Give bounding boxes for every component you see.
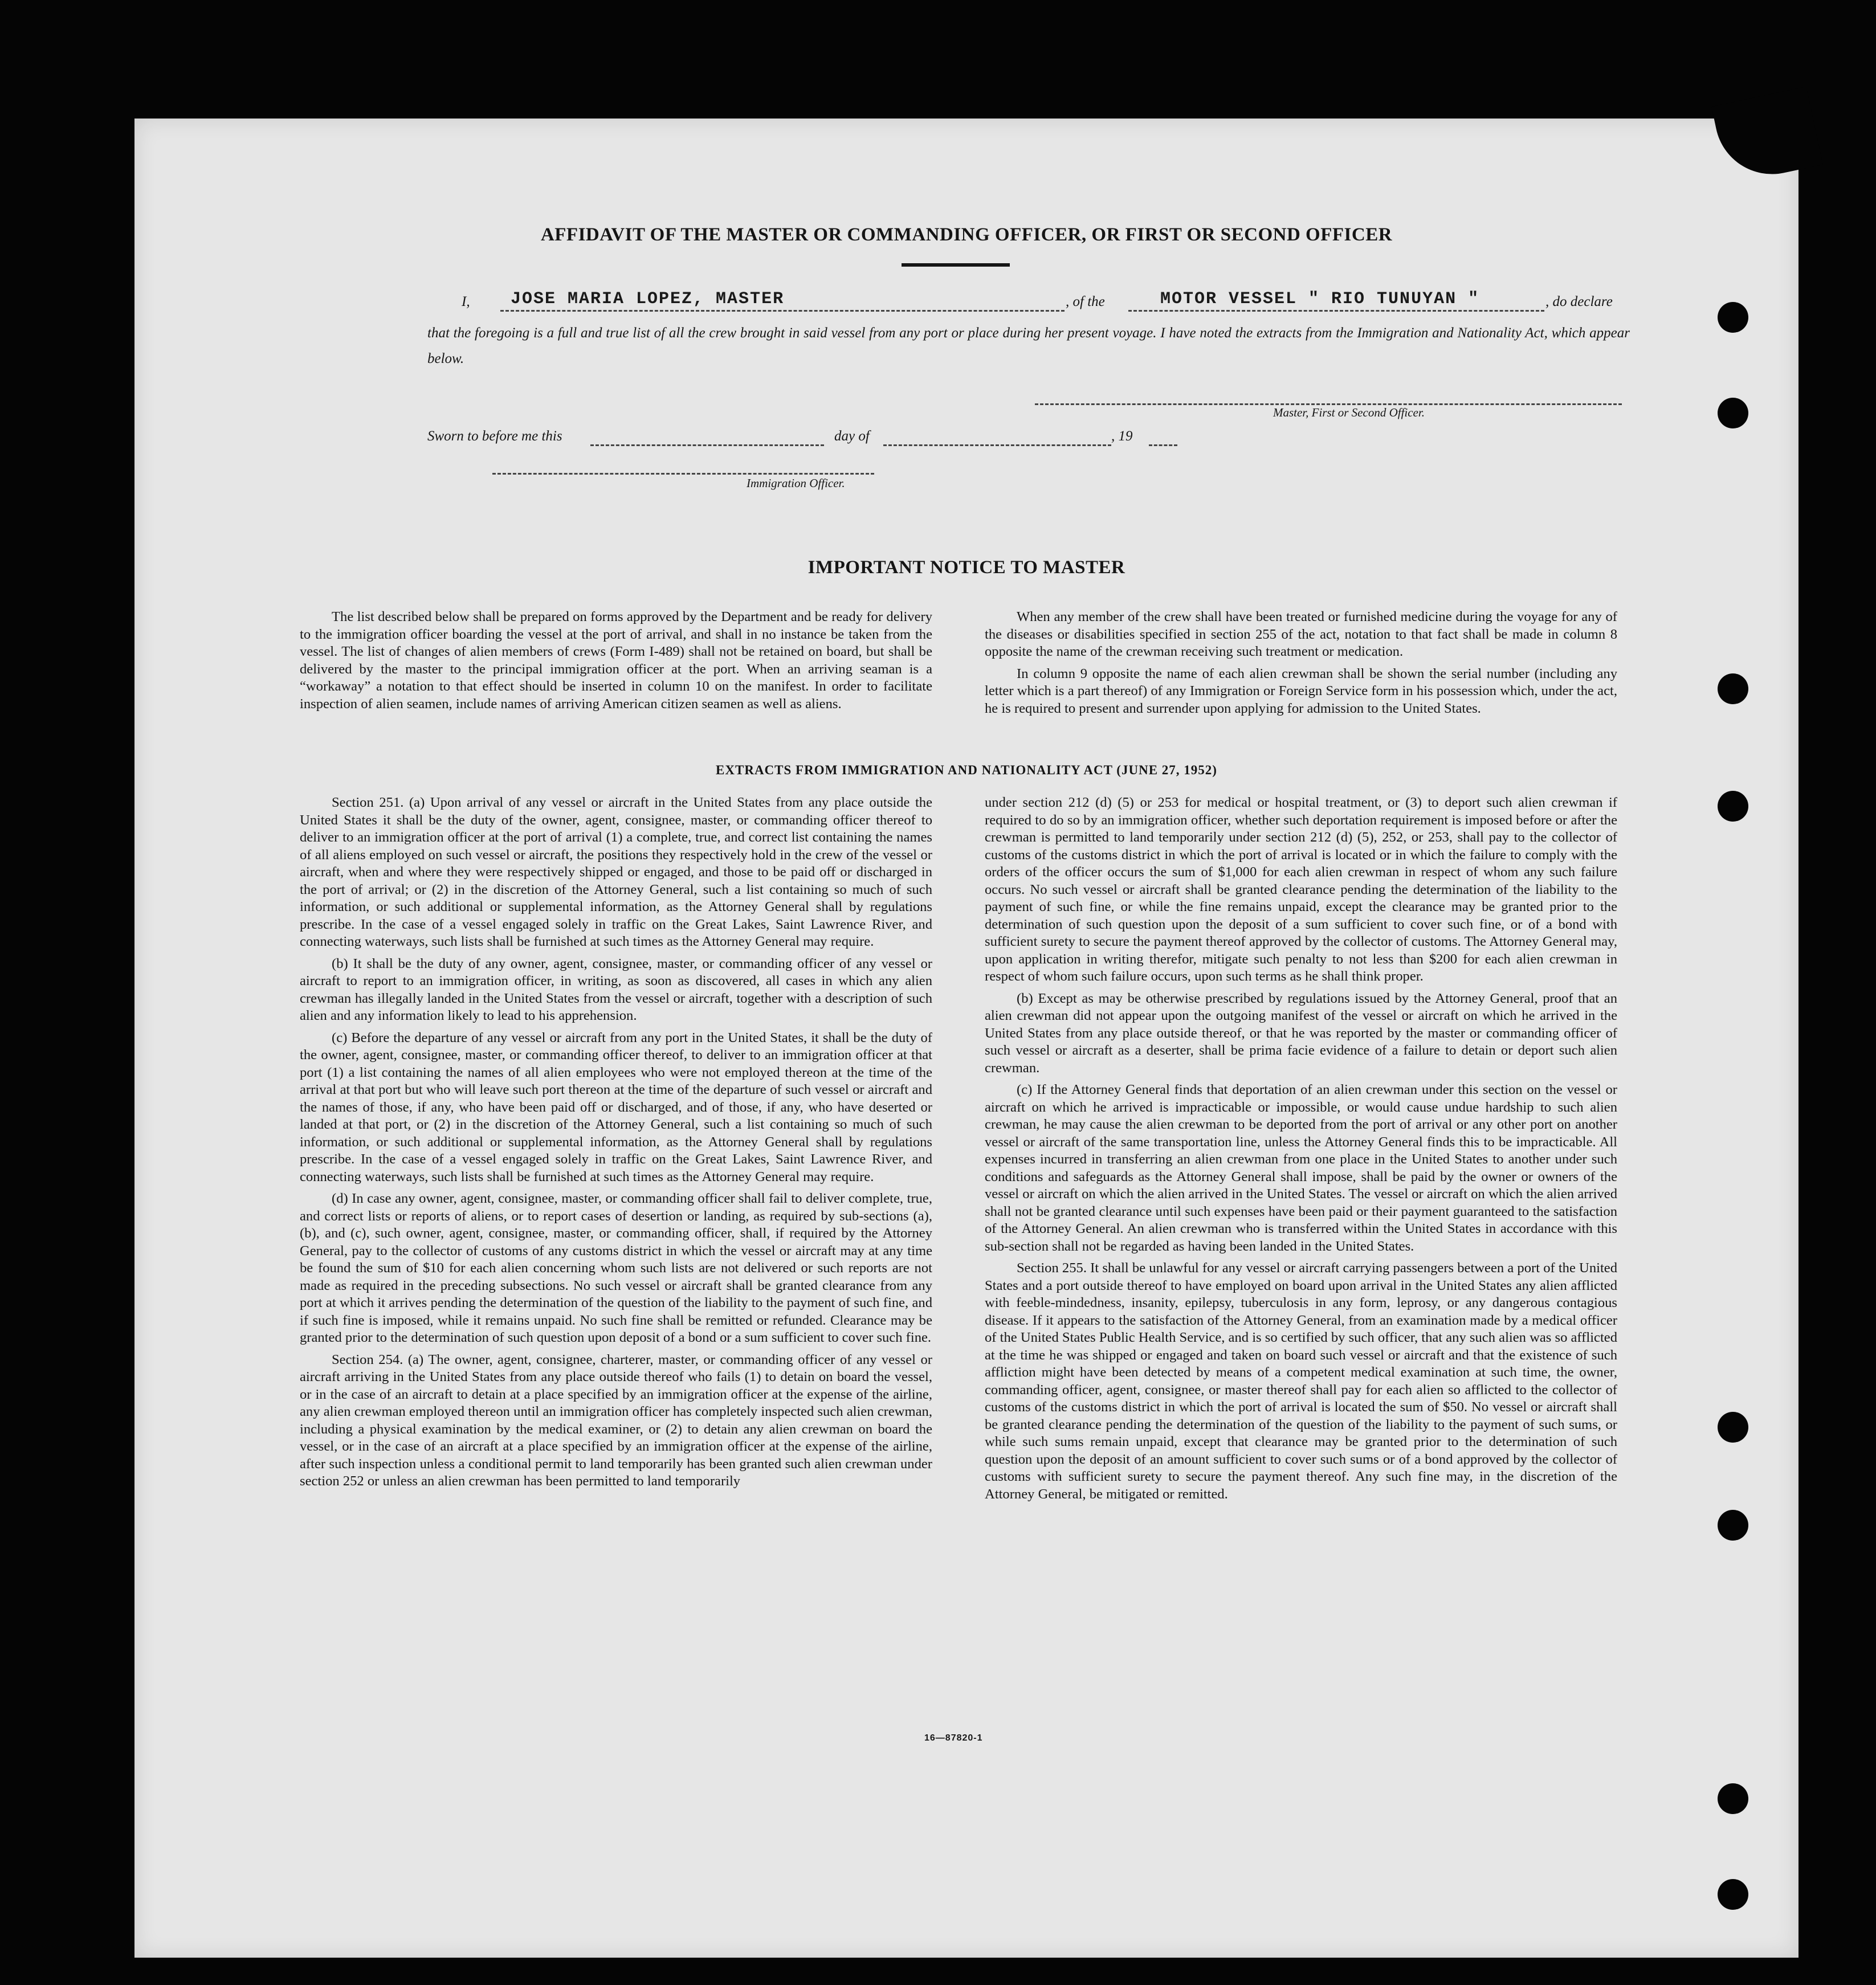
binder-hole: [1718, 1879, 1748, 1910]
notice-right-column: [985, 608, 1617, 722]
officer-signature-line: [492, 473, 874, 475]
binder-hole: [1718, 302, 1748, 333]
binder-hole: [1718, 673, 1748, 704]
title-rule: [902, 263, 1010, 267]
notice-right-paragraph-1: When any member of the crew shall have been treated or furnished medicine during the voyage for any of the diseases or disabilities specified in section 255 of the act, notation to that fact shall be made in column 8 opposite the name of the crewman receiving such treatment or medication.: [985, 609, 1617, 659]
sworn-month-line: [883, 444, 1111, 446]
declaration-text: that the foregoing is a full and true list of all the crew brought in said vessel from any port or place during her present voyage. I have noted the extracts from the Immigration and Nationality Act, which appear below.: [427, 325, 1630, 366]
extract-paragraph: (b) Except as may be otherwise prescribed by regulations issued by the Attorney General, proof that an alien crewman did not appear upon the outgoing manifest of the vessel or aircraft on which he arrived in the United States from any place outside thereof, or that he was reported by the master or commanding officer of such vessel or aircraft as a deserter, shall be prima facie evidence of a failure to detain or deport such alien crewman.: [985, 990, 1617, 1076]
binder-hole: [1718, 1510, 1748, 1541]
master-caption: Master, First or Second Officer.: [1273, 406, 1425, 419]
binder-hole: [1718, 791, 1748, 822]
declarant-prefix: I,: [462, 294, 470, 309]
extract-paragraph: (c) Before the departure of any vessel or aircraft from any port in the United States, it shall be the duty of the owner, agent, consignee, master, or commanding officer thereof, to deliver to an immigration officer at that port (1) a list containing the names of all alien employees who were not employed thereon at the time of the arrival at that port but who will leave such port thereon at the time of the departure of such vessel or aircraft and the names of those, if any, who have been paid off or discharged, and of those, if any, who have deserted or landed at that port, or (2) in the discretion of the Attorney General, such a list containing so much of such information, or such additional or supplemental information, as the Attorney General shall by regulations prescribe. In the case of a vessel engaged solely in traffic on the Great Lakes, Saint Lawrence River, and connecting waterways, such lists shall be furnished at such times as the Attorney General may require.: [300, 1030, 932, 1185]
document-page: [134, 119, 1798, 1958]
sworn-day-line: [590, 444, 824, 446]
vessel-name: MOTOR VESSEL " RIO TUNUYAN ": [1160, 289, 1480, 309]
notice-title: IMPORTANT NOTICE TO MASTER: [808, 557, 1125, 578]
day-of-label: day of: [834, 428, 870, 444]
extracts-title: EXTRACTS FROM IMMIGRATION AND NATIONALITY ACT (JUNE 27, 1952): [716, 763, 1217, 777]
master-signature-line: [1035, 403, 1622, 405]
notice-right-paragraph-2: In column 9 opposite the name of each alien crewman shall be shown the serial number (including any letter which is a part thereof) of any Immigration or Foreign Service form in his possession which, under the act, he is required to present and surrender upon applying for admission to the United States.: [985, 665, 1617, 716]
affidavit-title: AFFIDAVIT OF THE MASTER OR COMMANDING OFFICER, OR FIRST OR SECOND OFFICER: [540, 224, 1393, 245]
officer-caption: Immigration Officer.: [747, 476, 845, 490]
do-declare-label: , do declare: [1545, 294, 1613, 309]
year-label: , 19: [1111, 428, 1133, 444]
extract-paragraph: Section 251. (a) Upon arrival of any vessel or aircraft in the United States from any place outside the United States it shall be the duty of the owner, agent, consignee, master, or commanding officer thereof to deliver to an immigration officer at the port of arrival (1) a complete, true, and correct list containing the names of all aliens employed on such vessel or aircraft, the positions they respectively hold in the crew of the vessel or aircraft, when and where they were respectively shipped or engaged, and those to be paid off or discharged in the port of arrival; or (2) in the discretion of the Attorney General, such a list containing so much of such information, or such additional or supplemental information, as the Attorney General shall by regulations prescribe. In the case of a vessel engaged solely in traffic on the Great Lakes, Saint Lawrence River, and connecting waterways, such lists shall be furnished at such times as the Attorney General may require.: [300, 795, 932, 949]
torn-corner: [1711, 87, 1822, 185]
extract-paragraph: Section 255. It shall be unlawful for any vessel or aircraft carrying passengers between a port of the United States and a port outside thereof to have employed on board upon arrival in the United States any alien afflicted with feeble-mindedness, insanity, epilepsy, tuberculosis in any form, leprosy, or any dangerous contagious disease. If it appears to the satisfaction of the Attorney General, from an examination made by a medical officer of the United States Public Health Service, and is so certified by such officer, that any such alien was so afflicted at the time he was shipped or engaged and taken on board such vessel or aircraft and that the existence of such affliction might have been detected by means of a competent medical examination at such time, the owner, commanding officer, agent, consignee, or master thereof shall pay for each alien so afflicted to the collector of customs of the customs district in which the port of arrival is located the sum of $50. No vessel or aircraft shall be granted clearance pending the determination of the question of the liability to the payment of such sums, or while such sums remain unpaid, except that clearance may be granted prior to the determination of such question upon the deposit of an amount sufficient to cover such sums or of a bond approved by the collector of customs with sufficient surety to secure the payment thereof. Any such fine may, in the discretion of the Attorney General, be mitigated or remitted.: [985, 1260, 1617, 1502]
form-code: 16—87820-1: [924, 1733, 983, 1743]
extracts-left-column: [300, 794, 932, 1495]
binder-hole: [1718, 1412, 1748, 1443]
notice-left-column: [300, 608, 932, 717]
notice-left-paragraph: The list described below shall be prepared on forms approved by the Department and be ready for delivery to the immigration officer boarding the vessel at the port of arrival, and shall in no instance be taken from the vessel. The list of changes of alien members of crews (Form I-489) shall not be retained on board, but shall be delivered by the master to the principal immigration officer at the port. When an arriving seaman is a “workaway” a notation to that effect should be inserted in column 10 on the manifest. In order to facilitate inspection of alien seamen, include names of arriving American citizen seamen as well as aliens.: [300, 609, 932, 712]
extract-paragraph: (b) It shall be the duty of any owner, agent, consignee, master, or commanding officer of any vessel or aircraft to report to an immigration officer, in writing, as soon as discovered, all cases in which any alien crewman has illegally landed in the United States from the vessel or aircraft, together with a description of such alien and any information likely to lead to his apprehension.: [300, 955, 932, 1023]
binder-hole: [1718, 1783, 1748, 1814]
extract-paragraph: (d) In case any owner, agent, consignee, master, or commanding officer shall fail to deliver complete, true, and correct lists or reports of aliens, or to report cases of desertion or landing, as required by sub-sections (a), (b), and (c), such owner, agent, consignee, master, or commanding officer, shall, if required by the Attorney General, pay to the collector of customs of any customs district in which the vessel or aircraft may at any time be found the sum of $10 for each alien concerning whom such lists are not delivered or such reports are not made as required in the preceding subsections. No such vessel or aircraft shall be granted clearance from any port at which it arrives pending the determination of the question of the liability to the payment of such fine, and if such fine is imposed, while it remains unpaid. No such fine shall be remitted or refunded. Clearance may be granted prior to the determination of such question upon deposit of a bond or a sum sufficient to cover such fine.: [300, 1191, 932, 1345]
of-the-label: , of the: [1066, 294, 1105, 309]
extract-paragraph: (c) If the Attorney General finds that deportation of an alien crewman under this section on the vessel or aircraft on which he arrived is impracticable or impossible, or would cause undue hardship to such alien crewman, he may cause the alien crewman to be deported from the port of arrival or any other port on another vessel or aircraft of the same transportation line, unless the Attorney General finds this to be impracticable. All expenses incurred in transferring an alien crewman from one place in the United States to another under such conditions and safeguards as the Attorney General shall impose, shall be paid by the owner or owners of the vessel or aircraft on which the alien arrived in the United States. The vessel or aircraft on which the alien arrived shall not be granted clearance until such expenses have been paid or their payment guaranteed to the satisfaction of the Attorney General. An alien crewman who is transferred within the United States in accordance with this sub-section shall not be regarded as having been landed in the United States.: [985, 1082, 1617, 1254]
extract-paragraph: Section 254. (a) The owner, agent, consignee, charterer, master, or commanding officer of any vessel or aircraft arriving in the United States from any place outside thereof who fails (1) to detain on board the vessel, or in the case of an aircraft to detain at a place specified by an immigration officer at the expense of the airline, any alien crewman employed thereon until an immigration officer has completely inspected such alien crewman, including a physical examination by the medical examiner, or (2) to detain any alien crewman on board the vessel, or in the case of an aircraft at a place specified by an immigration officer at the expense of the airline, after such inspection unless a conditional permit to land temporarily has been granted such alien crewman under section 252 or unless an alien crewman has been permitted to land temporarily: [300, 1351, 932, 1489]
declarant-name: JOSE MARIA LOPEZ, MASTER: [511, 289, 785, 309]
extracts-right-column: [985, 794, 1617, 1508]
binder-hole: [1718, 398, 1748, 428]
sworn-label: Sworn to before me this: [427, 428, 562, 444]
sworn-year-line: [1149, 444, 1177, 446]
extract-paragraph: under section 212 (d) (5) or 253 for medical or hospital treatment, or (3) to deport such alien crewman if required to do so by an immigration officer, whether such deportation requirement is imposed before or after the crewman is permitted to land temporarily under section 212 (d) (5), 252, or 253, shall pay to the collector of customs of the customs district in which the port of arrival is located or in which the failure to comply with the orders of the officer occurs the sum of $1,000 for each alien crewman in respect of whom any such failure occurs. No such vessel or aircraft shall be granted clearance pending the determination of the liability to the payment of such fine, or while the fine remains unpaid, except the clearance may be granted prior to the determination of such question upon the deposit of a sum sufficient to cover such fine, or of a bond with sufficient surety to secure the payment thereof approved by the collector of customs. The Attorney General may, upon application in writing therefor, mitigate such penalty to not less than $200 for each alien crewman in respect of whom such failure occurs, upon such terms as he shall think proper.: [985, 795, 1617, 984]
vessel-dotted-line: [1128, 310, 1544, 312]
declarant-dotted-line: [500, 310, 1065, 312]
